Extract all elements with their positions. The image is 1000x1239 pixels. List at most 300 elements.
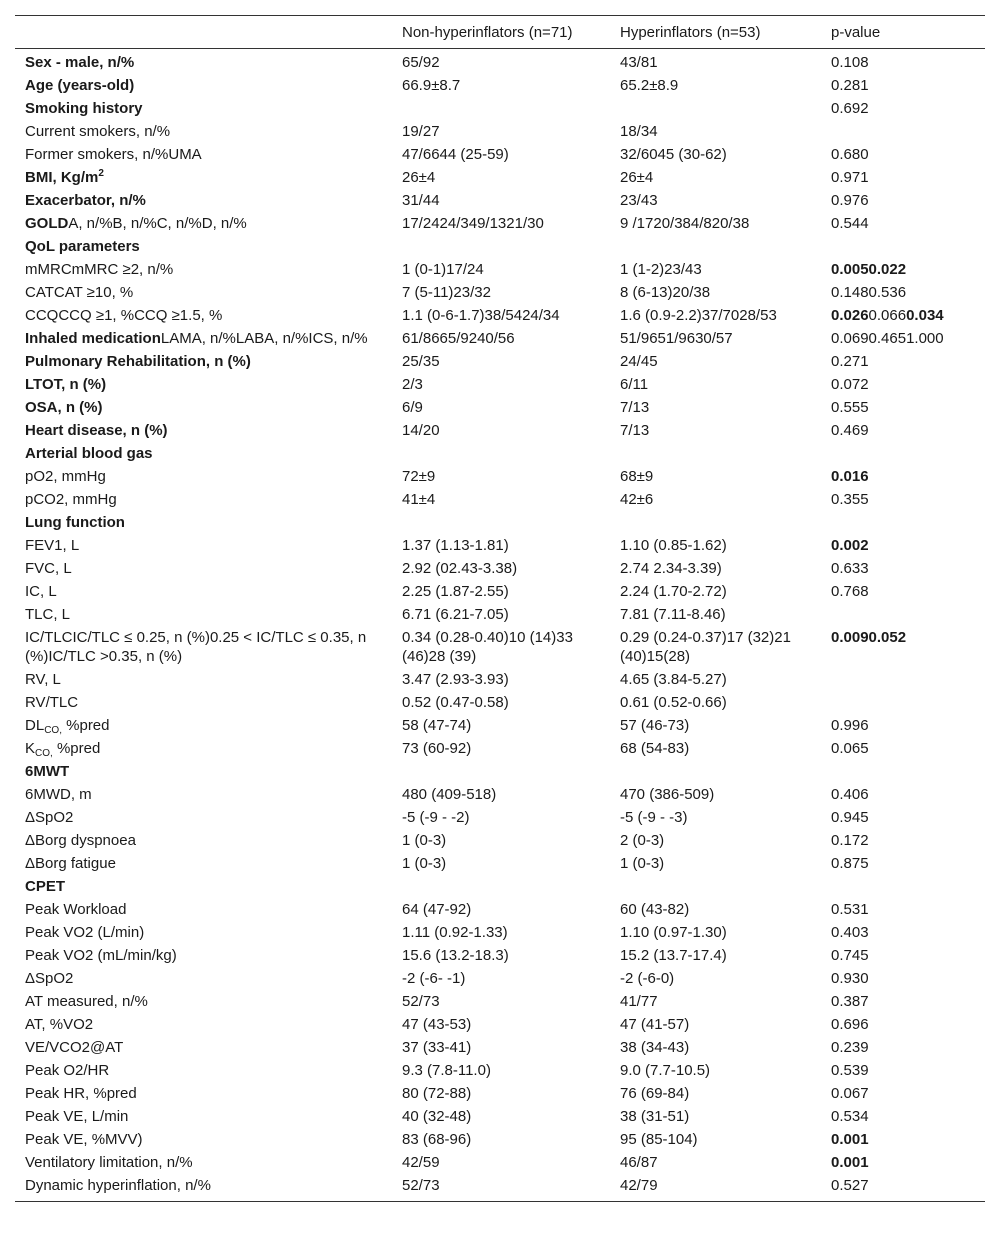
table-row <box>15 327 985 350</box>
header-row <box>15 16 985 49</box>
cell-non-hyperinflators: 2.92 (02.43-3.38) <box>402 560 518 577</box>
table-row <box>15 534 985 557</box>
p-value-part: 0.066 <box>868 307 907 324</box>
row-label-text: FVC, L <box>25 560 72 577</box>
cell-non-hyperinflators <box>392 875 610 898</box>
table-row <box>15 1013 985 1036</box>
cell-hyperinflators: 6/11 <box>620 376 649 393</box>
row-label <box>15 852 392 875</box>
cell-non-hyperinflators: 61/8665/9240/56 <box>402 330 515 347</box>
cell-non-hyperinflators: 2/3 <box>402 376 423 393</box>
row-label-text: AT, %VO2 <box>25 1016 94 1033</box>
row-label <box>15 626 392 668</box>
row-label <box>15 97 392 120</box>
cell-p-value <box>821 304 985 327</box>
row-label-text: ΔSpO2 <box>25 809 74 826</box>
row-label <box>15 1151 392 1174</box>
cell-hyperinflators: 23/43 <box>620 192 658 209</box>
cell-non-hyperinflators: 47/6644 (25-59) <box>402 146 509 163</box>
cell-p-value <box>821 691 985 714</box>
row-label <box>15 281 392 304</box>
row-label-text: 6MWD, m <box>25 786 92 803</box>
cell-hyperinflators: 46/87 <box>620 1154 658 1171</box>
table-row <box>15 189 985 212</box>
cell-non-hyperinflators: 26±4 <box>402 169 436 186</box>
row-label-sub: CO, <box>44 725 62 736</box>
cell-p-value: 0.016 <box>831 468 869 485</box>
table-row <box>15 1128 985 1151</box>
cell-hyperinflators: 9.0 (7.7-10.5) <box>620 1062 711 1079</box>
row-label-text: pCO2, mmHg <box>25 491 117 508</box>
cell-non-hyperinflators: 9.3 (7.8-11.0) <box>402 1062 491 1079</box>
cell-non-hyperinflators: 52/73 <box>402 993 440 1010</box>
p-value-part: 0.026 <box>831 307 869 324</box>
cell-hyperinflators <box>610 760 821 783</box>
cell-non-hyperinflators: 37 (33-41) <box>402 1039 472 1056</box>
header-p-value: p-value <box>831 23 881 41</box>
cell-hyperinflators: 26±4 <box>620 169 654 186</box>
row-label-text: Former smokers, n/%UMA <box>25 146 202 163</box>
table-row <box>15 281 985 304</box>
cell-p-value <box>821 668 985 691</box>
cell-hyperinflators: 1.10 (0.97-1.30) <box>620 924 727 941</box>
row-label-sub: CO, <box>35 748 53 759</box>
cell-non-hyperinflators: 42/59 <box>402 1154 440 1171</box>
row-label-text: DL <box>25 717 45 734</box>
row-label <box>15 1036 392 1059</box>
cell-p-value: 0.696 <box>831 1016 869 1033</box>
row-label <box>15 534 392 557</box>
cell-non-hyperinflators: 52/73 <box>402 1177 440 1194</box>
row-label-rest: %pred <box>52 740 101 757</box>
cell-p-value: 0.976 <box>831 192 869 209</box>
cell-p-value: 0.971 <box>831 169 869 186</box>
row-label <box>15 327 392 350</box>
header-hyperinflators: Hyperinflators (n=53) <box>620 23 761 41</box>
cell-hyperinflators: 1 (0-3) <box>620 855 665 872</box>
cell-hyperinflators: 57 (46-73) <box>620 717 690 734</box>
table-row <box>15 442 985 465</box>
cell-non-hyperinflators: 0.52 (0.47-0.58) <box>402 694 509 711</box>
row-label <box>15 760 392 783</box>
table-row <box>15 97 985 120</box>
row-label <box>15 829 392 852</box>
row-label <box>15 1128 392 1151</box>
table-row <box>15 1059 985 1082</box>
cell-non-hyperinflators: 3.47 (2.93-3.93) <box>402 671 509 688</box>
cell-non-hyperinflators: 72±9 <box>402 468 436 485</box>
cell-hyperinflators: 1.10 (0.85-1.62) <box>620 537 727 554</box>
cell-hyperinflators: 15.2 (13.7-17.4) <box>620 947 727 964</box>
cell-hyperinflators: 51/9651/9630/57 <box>620 330 733 347</box>
row-label <box>15 921 392 944</box>
cell-non-hyperinflators <box>392 760 610 783</box>
cell-p-value: 0.534 <box>831 1108 869 1125</box>
table-row <box>15 1174 985 1202</box>
table-row <box>15 511 985 534</box>
table-row <box>15 875 985 898</box>
cell-p-value: 0.271 <box>831 353 869 370</box>
row-label-text: Sex - male, n/% <box>25 54 135 71</box>
row-label <box>15 944 392 967</box>
cell-p-value: 0.355 <box>831 491 869 508</box>
cell-p-value: 0.930 <box>831 970 869 987</box>
cell-p-value: 0.108 <box>831 54 869 71</box>
cell-hyperinflators: 76 (69-84) <box>620 1085 690 1102</box>
cell-non-hyperinflators: 1.11 (0.92-1.33) <box>402 924 508 941</box>
row-label-text: Age (years-old) <box>25 77 135 94</box>
table-row <box>15 737 985 760</box>
table-row <box>15 967 985 990</box>
cell-p-value: 0.281 <box>831 77 869 94</box>
cell-hyperinflators: 7.81 (7.11-8.46) <box>620 606 726 623</box>
table-row <box>15 1151 985 1174</box>
row-label <box>15 1013 392 1036</box>
cell-non-hyperinflators: 19/27 <box>402 123 440 140</box>
row-label <box>15 783 392 806</box>
row-label <box>15 967 392 990</box>
row-label <box>15 898 392 921</box>
row-label-text: LTOT, n (%) <box>25 376 107 393</box>
header-non-hyperinflators: Non-hyperinflators (n=71) <box>402 23 573 41</box>
cell-hyperinflators: 42±6 <box>620 491 654 508</box>
table-row <box>15 396 985 419</box>
row-label <box>15 691 392 714</box>
table-row <box>15 691 985 714</box>
cell-non-hyperinflators: 17/2424/349/1321/30 <box>402 215 544 232</box>
cell-p-value <box>821 442 985 465</box>
cell-non-hyperinflators: 15.6 (13.2-18.3) <box>402 947 509 964</box>
table-row <box>15 166 985 189</box>
row-label-text: pO2, mmHg <box>25 468 106 485</box>
row-label <box>15 875 392 898</box>
row-label <box>15 143 392 166</box>
cell-hyperinflators: 9 /1720/384/820/38 <box>620 215 750 232</box>
cell-hyperinflators: 68 (54-83) <box>620 740 690 757</box>
row-label <box>15 1059 392 1082</box>
cell-hyperinflators: 8 (6-13)20/38 <box>620 284 711 301</box>
table-row <box>15 1036 985 1059</box>
row-label-text: K <box>25 740 36 757</box>
table-row <box>15 74 985 97</box>
cell-p-value: 0.387 <box>831 993 869 1010</box>
table-row <box>15 944 985 967</box>
row-label <box>15 419 392 442</box>
row-label <box>15 668 392 691</box>
cell-non-hyperinflators: 480 (409-518) <box>402 786 497 803</box>
table-row <box>15 373 985 396</box>
cell-p-value: 0.072 <box>831 376 869 393</box>
table-row <box>15 120 985 143</box>
cell-non-hyperinflators: 66.9±8.7 <box>402 77 461 94</box>
row-label-text: Peak VE, %MVV) <box>25 1131 143 1148</box>
row-label-text: QoL parameters <box>25 238 140 255</box>
cell-hyperinflators: -5 (-9 - -3) <box>620 809 688 826</box>
cell-non-hyperinflators: 80 (72-88) <box>402 1085 472 1102</box>
cell-p-value: 0.0690.4651.000 <box>831 330 944 347</box>
row-label-sup: 2 <box>98 168 104 179</box>
row-label-text: ΔSpO2 <box>25 970 74 987</box>
table-row <box>15 829 985 852</box>
cell-hyperinflators: 95 (85-104) <box>620 1131 698 1148</box>
table-row <box>15 557 985 580</box>
cell-non-hyperinflators: 2.25 (1.87-2.55) <box>402 583 509 600</box>
row-label <box>15 212 392 235</box>
table-header <box>15 16 985 49</box>
cell-hyperinflators: 2.24 (1.70-2.72) <box>620 583 727 600</box>
table-row <box>15 921 985 944</box>
table-row <box>15 1105 985 1128</box>
data-table <box>15 15 985 1202</box>
cell-p-value: 0.680 <box>831 146 869 163</box>
cell-hyperinflators: 68±9 <box>620 468 654 485</box>
cell-non-hyperinflators <box>392 235 610 258</box>
cell-hyperinflators: 38 (31-51) <box>620 1108 690 1125</box>
cell-p-value: 0.067 <box>831 1085 869 1102</box>
row-label-text: BMI, Kg/m <box>25 169 99 186</box>
table-row <box>15 603 985 626</box>
row-label-text: Lung function <box>25 514 125 531</box>
row-label <box>15 166 392 189</box>
cell-p-value: 0.527 <box>831 1177 869 1194</box>
cell-p-value: 0.001 <box>831 1131 869 1148</box>
cell-hyperinflators: 2 (0-3) <box>620 832 665 849</box>
cell-hyperinflators: 47 (41-57) <box>620 1016 690 1033</box>
cell-p-value: 0.469 <box>831 422 869 439</box>
cell-hyperinflators: 24/45 <box>620 353 658 370</box>
row-label-text: Current smokers, n/% <box>25 123 171 140</box>
cell-hyperinflators <box>610 875 821 898</box>
cell-non-hyperinflators: 58 (47-74) <box>402 717 472 734</box>
cell-p-value: 0.172 <box>831 832 869 849</box>
cell-non-hyperinflators: 73 (60-92) <box>402 740 472 757</box>
row-label-text: mMRCmMRC ≥2, n/% <box>25 261 174 278</box>
cell-non-hyperinflators: -2 (-6- -1) <box>402 970 466 987</box>
cell-non-hyperinflators <box>392 511 610 534</box>
cell-hyperinflators: 7/13 <box>620 422 650 439</box>
p-value-part: 0.034 <box>906 307 944 324</box>
cell-non-hyperinflators <box>392 442 610 465</box>
header-variable <box>15 16 392 49</box>
cell-hyperinflators: 470 (386-509) <box>620 786 715 803</box>
cell-hyperinflators <box>610 235 821 258</box>
row-label <box>15 580 392 603</box>
row-label-text: RV/TLC <box>25 694 79 711</box>
cell-p-value: 0.875 <box>831 855 869 872</box>
cell-non-hyperinflators: 65/92 <box>402 54 440 71</box>
cell-p-value <box>821 760 985 783</box>
cell-non-hyperinflators: 41±4 <box>402 491 436 508</box>
table-row <box>15 49 985 75</box>
cell-p-value: 0.1480.536 <box>831 284 907 301</box>
cell-hyperinflators: 18/34 <box>620 123 658 140</box>
row-label-text: GOLD <box>25 215 69 232</box>
table-row <box>15 419 985 442</box>
cell-hyperinflators <box>610 97 821 120</box>
row-label-text: Peak VO2 (mL/min/kg) <box>25 947 177 964</box>
row-label-rest: LAMA, n/%LABA, n/%ICS, n/% <box>160 330 368 347</box>
cell-p-value: 0.406 <box>831 786 869 803</box>
row-label-rest: %pred <box>61 717 110 734</box>
table-row <box>15 143 985 166</box>
row-label-text: CATCAT ≥10, % <box>25 284 134 301</box>
cell-p-value <box>821 603 985 626</box>
cell-hyperinflators: 42/79 <box>620 1177 658 1194</box>
cell-non-hyperinflators: 6/9 <box>402 399 423 416</box>
row-label <box>15 49 392 75</box>
row-label-text: IC, L <box>25 583 57 600</box>
cell-p-value: 0.001 <box>831 1154 869 1171</box>
cell-p-value: 0.065 <box>831 740 869 757</box>
row-label <box>15 258 392 281</box>
table-row <box>15 760 985 783</box>
cell-non-hyperinflators: 40 (32-48) <box>402 1108 472 1125</box>
cell-non-hyperinflators: 1 (0-3) <box>402 855 447 872</box>
cell-hyperinflators: 4.65 (3.84-5.27) <box>620 671 727 688</box>
row-label-text: Arterial blood gas <box>25 445 153 462</box>
table-row <box>15 350 985 373</box>
row-label <box>15 511 392 534</box>
cell-non-hyperinflators: 1.1 (0-6-1.7)38/5424/34 <box>402 307 560 324</box>
row-label <box>15 465 392 488</box>
table-row <box>15 488 985 511</box>
cell-hyperinflators <box>610 511 821 534</box>
cell-non-hyperinflators: -5 (-9 - -2) <box>402 809 470 826</box>
cell-non-hyperinflators: 25/35 <box>402 353 440 370</box>
row-label <box>15 304 392 327</box>
row-label-text: AT measured, n/% <box>25 993 148 1010</box>
table-row <box>15 626 985 668</box>
cell-non-hyperinflators <box>392 97 610 120</box>
row-label <box>15 714 392 737</box>
cell-hyperinflators: 43/81 <box>620 54 658 71</box>
table-row <box>15 668 985 691</box>
row-label <box>15 603 392 626</box>
table-row <box>15 714 985 737</box>
row-label-text: Smoking history <box>25 100 143 117</box>
cell-non-hyperinflators: 1 (0-3) <box>402 832 447 849</box>
table-row <box>15 465 985 488</box>
cell-p-value: 0.002 <box>831 537 869 554</box>
cell-p-value: 0.0090.052 <box>831 629 907 646</box>
row-label-text: Peak VO2 (L/min) <box>25 924 145 941</box>
row-label <box>15 806 392 829</box>
cell-p-value: 0.539 <box>831 1062 869 1079</box>
cell-p-value: 0.745 <box>831 947 869 964</box>
row-label-text: Inhaled medication <box>25 330 161 347</box>
cell-non-hyperinflators: 14/20 <box>402 422 440 439</box>
cell-non-hyperinflators: 1.37 (1.13-1.81) <box>402 537 509 554</box>
cell-hyperinflators: 0.61 (0.52-0.66) <box>620 694 727 711</box>
row-label <box>15 442 392 465</box>
cell-p-value <box>821 875 985 898</box>
cell-non-hyperinflators: 7 (5-11)23/32 <box>402 284 491 301</box>
row-label-text: Ventilatory limitation, n/% <box>25 1154 193 1171</box>
cell-hyperinflators: 60 (43-82) <box>620 901 690 918</box>
cell-p-value: 0.633 <box>831 560 869 577</box>
cell-hyperinflators <box>610 442 821 465</box>
cell-p-value: 0.692 <box>831 100 869 117</box>
cell-hyperinflators: 38 (34-43) <box>620 1039 690 1056</box>
table-row <box>15 783 985 806</box>
cell-hyperinflators: -2 (-6-0) <box>620 970 675 987</box>
table-row <box>15 235 985 258</box>
row-label-text: TLC, L <box>25 606 71 623</box>
row-label-text: RV, L <box>25 671 61 688</box>
cell-hyperinflators: 65.2±8.9 <box>620 77 679 94</box>
row-label <box>15 74 392 97</box>
table-row <box>15 806 985 829</box>
cell-p-value: 0.403 <box>831 924 869 941</box>
table-row <box>15 258 985 281</box>
row-label-text: ΔBorg fatigue <box>25 855 116 872</box>
cell-p-value: 0.555 <box>831 399 869 416</box>
cell-p-value: 0.531 <box>831 901 869 918</box>
table-row <box>15 898 985 921</box>
cell-non-hyperinflators: 1 (0-1)17/24 <box>402 261 484 278</box>
row-label <box>15 350 392 373</box>
row-label-text: CCQCCQ ≥1, %CCQ ≥1.5, % <box>25 307 223 324</box>
cell-hyperinflators: 1 (1-2)23/43 <box>620 261 702 278</box>
row-label-text: Exacerbator, n/% <box>25 192 146 209</box>
cell-hyperinflators: 1.6 (0.9-2.2)37/7028/53 <box>620 307 777 324</box>
cell-non-hyperinflators: 6.71 (6.21-7.05) <box>402 606 509 623</box>
row-label-text: IC/TLCIC/TLC ≤ 0.25, n (%)0.25 < IC/TLC ≤ 0.35, n (%)IC/TLC >0.35, n (%) <box>25 629 367 665</box>
cell-p-value: 0.996 <box>831 717 869 734</box>
row-label-text: Pulmonary Rehabilitation, n (%) <box>25 353 251 370</box>
row-label <box>15 737 392 760</box>
row-label-text: OSA, n (%) <box>25 399 103 416</box>
cell-hyperinflators: 32/6045 (30-62) <box>620 146 727 163</box>
row-label-text: Heart disease, n (%) <box>25 422 168 439</box>
row-label <box>15 235 392 258</box>
cell-p-value: 0.945 <box>831 809 869 826</box>
table-row <box>15 212 985 235</box>
row-label <box>15 1105 392 1128</box>
row-label-text: Peak O2/HR <box>25 1062 110 1079</box>
table-row <box>15 990 985 1013</box>
cell-non-hyperinflators: 0.34 (0.28-0.40)10 (14)33 (46)28 (39) <box>402 629 573 665</box>
row-label-text: CPET <box>25 878 66 895</box>
row-label <box>15 1082 392 1105</box>
table-row <box>15 852 985 875</box>
row-label-text: VE/VCO2@AT <box>25 1039 124 1056</box>
table-row <box>15 580 985 603</box>
cell-p-value: 0.0050.022 <box>831 261 907 278</box>
row-label <box>15 488 392 511</box>
table-body <box>15 49 985 1202</box>
row-label-rest: A, n/%B, n/%C, n/%D, n/% <box>68 215 247 232</box>
cell-non-hyperinflators: 83 (68-96) <box>402 1131 472 1148</box>
cell-non-hyperinflators: 47 (43-53) <box>402 1016 472 1033</box>
cell-hyperinflators: 41/77 <box>620 993 658 1010</box>
row-label-text: 6MWT <box>25 763 70 780</box>
row-label <box>15 396 392 419</box>
cell-non-hyperinflators: 31/44 <box>402 192 440 209</box>
row-label-text: Dynamic hyperinflation, n/% <box>25 1177 211 1194</box>
row-label-text: Peak HR, %pred <box>25 1085 137 1102</box>
cell-p-value: 0.768 <box>831 583 869 600</box>
cell-hyperinflators: 0.29 (0.24-0.37)17 (32)21 (40)15(28) <box>620 629 791 665</box>
table-row <box>15 1082 985 1105</box>
row-label <box>15 120 392 143</box>
table-row <box>15 304 985 327</box>
row-label-text: Peak Workload <box>25 901 127 918</box>
row-label <box>15 373 392 396</box>
cell-p-value <box>821 235 985 258</box>
row-label <box>15 990 392 1013</box>
row-label <box>15 1174 392 1202</box>
